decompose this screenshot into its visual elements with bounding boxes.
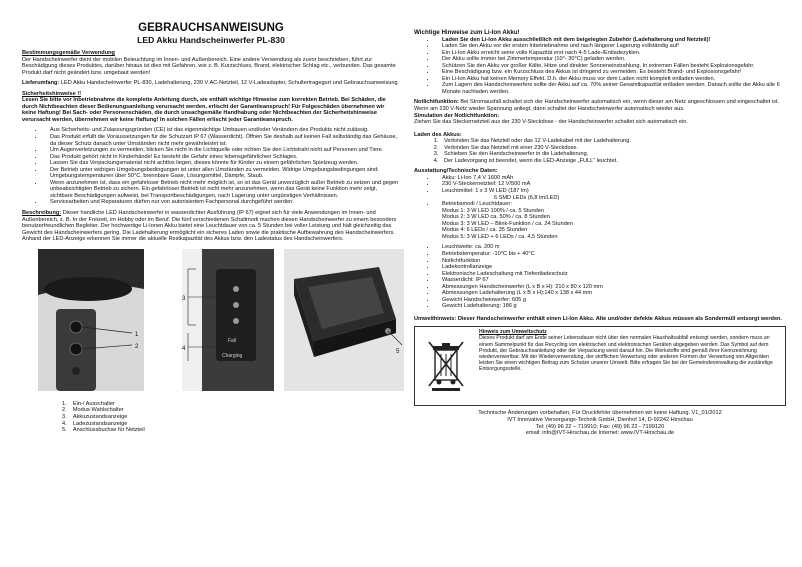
parts-legend (22, 401, 400, 434)
list-item: • Abmessungen Handscheinwerfer (L x B x H): 210 x 80 x 120 mm (436, 284, 786, 291)
footer-line: Technische Änderungen vorbehalten, Für Druckfehler übernehmen wir keine Haftung. V1_01/2012 (478, 410, 722, 417)
specs-list-b (414, 244, 786, 309)
left-column (22, 0, 400, 434)
list-item: • Gewicht Ladehalterung: 186 g (436, 303, 786, 310)
lamp-indicator-photo (182, 249, 274, 391)
list-item: • Betriebstemperatur: -10°C bis + 40°C (436, 251, 786, 258)
lamp-buttons-photo (38, 249, 144, 391)
list-item: • Aus Sicherheits- und Zulassungsgründen (CE) ist das eigenmächtige Umbauen und/oder Verändern des Produkts nicht zulässig. (44, 127, 400, 134)
scope-of-delivery (22, 80, 400, 87)
list-item: • Das Produkt gehört nicht in Kinderhände! Es besteht die Gefahr eines lebensgefährlichen Schlages. (44, 154, 400, 161)
list-item: • Um Augenverletzungen zu vermeiden, blicken Sie nicht in die Lichtquelle oder richten Sie den Lichtstrahl nicht auf Personen und Tiere. (44, 147, 400, 154)
list-item: • Notlichtfunktion (436, 258, 786, 265)
list-item: • Lassen Sie das Verpackungsmaterial nicht achtlos liegen, dieses könnte für Kinder zu einem gefährlichen Spielzeug werden. (44, 160, 400, 167)
list-item: • Das Produkt erfüllt die Voraussetzungen für die Schutzart IP 67 (Wasserdicht). Öffnen Sie deshalb auf keinen Fall selbständig das Gehäuse, da dieser Schutz danach unter Umständen nicht mehr gewährleistet ist. (44, 134, 400, 147)
scope-text: LED Akku Handscheinwerfer PL-830, Ladehalterung, 230 V AC-Netzteil, 12 V-Ladeadapter, Schultertragegurt und Gebrauchsanweisung (60, 80, 398, 87)
right-column (414, 0, 786, 437)
list-item: 2. Verbinden Sie das Netzteil mit einer 230 V-Steckdose. (440, 145, 786, 152)
footer (414, 410, 786, 436)
environment-note: Umwelthinweis: Dieser Handscheinwerfer enthält einen Li-Ion Akku. Alte und/oder defekte Akkus müssen als Sondermüll entsorgt werden. (414, 315, 783, 322)
legend-item: 1. Ein-/ Ausschalter (62, 400, 115, 407)
list-item: • Zum Lagern des Handscheinwerfers sollte der Akku auf ca. 70% seiner Gesamtkapazität entladen werden. Danach sollte der Akku alle 6 Monate nachladen werden. (436, 82, 786, 95)
legend-item: 5. Anschlussbuchse für Netzteil (62, 427, 145, 434)
callout-label: 3 (182, 295, 186, 302)
safety-warning: Lesen Sie bitte vor Inbetriebnahme die komplette Anleitung durch, sie enthält wichtige Hinweise zum korrekten Betrieb. Bei Schäden, die durch Nichtbeachten dieser Bedienungsanleitung verursacht werden, erlischt der Garantieanspruch! Für Folgeschäden übernehmen wir keine Haftung! Bei Sach- oder Personenschäden, die durch unsachgemäße Handhabung oder Nichtbeachten der Sicherheitshinweise verursacht werden, übernehmen wir keine Haftung! In solchen Fällen erlischt jeder Garantieanspruch. (22, 97, 386, 123)
specs-list-a (414, 175, 786, 240)
mode-line: Modus 3: 3 W LED – Blink-Funktion / ca. 24 Stunden (442, 220, 573, 227)
list-item: • Leuchtweite: ca. 200 m (436, 244, 786, 251)
list-item: • Der Betrieb unter widrigen Umgebungsbedingungen ist unter allen Umständen zu vermeiden. Widrige Umgebungsbedingungen sind: Umgebungstemperaturen über 50°C, brennbare Gase, Lösungsmittel, Dämpfe, Staub. (44, 167, 400, 180)
usage-heading: Bestimmungsgemäße Verwendung (22, 50, 115, 56)
list-item: • Ladekontrollanzeige (436, 264, 786, 271)
weee-symbol (426, 340, 466, 392)
environment-box-text: Dieses Produkt darf am Ende seiner Lebensdauer nicht über den normalen Haushaltsabfall entsorgt werden, sondern muss an einem Sammelpunkt für das Recycling von elektrischen und elektronischen Geräten abgegeben werden. Das Symbol auf dem Produkt, der Gebrauchsanleitung oder der Verpackung weist darauf hin. Die Werkstoffe sind gemäß ihrer Kennzeichnung wiederverwertbar. Mit der Wiederverwendung, der stofflichen Verwertung oder anderen Formen der Verwertung von Altgeräten leisten Sie einen wichtigen Beitrag zum Schutze unserer Umwelt. Bitte erfragen Sie bei der Gemeindeverwaltung die zuständige Entsorgungsstelle. (479, 335, 773, 372)
scope-label: Lieferumfang: (22, 80, 60, 87)
environment-box (414, 326, 786, 406)
document-title: GEBRAUCHSANWEISUNG (138, 22, 284, 34)
mode-line: Modus 4: 6 LEDs / ca. 35 Stunden (442, 227, 528, 234)
list-item: • Betriebsmodi / Leuchtdauer: Modus 1: 3 W LED 100% / ca. 5 Stunden Modus 2: 3 W LED ca. 50% / ca. 8 Stunden Modus 3: 3 W LED – Blink-Funktion / ca. 24 Stunden Modus 4: 6 LEDs / ca. 35 Stunden Modus 5: 3 W LED + 6 LEDs / ca. 4,5 Stunden (436, 201, 786, 240)
list-item: • Eine Beschädigung bzw. ein Kurzschluss des Akkus ist dringend zu vermeiden. Es besteht Brand- und Explosionsgefahr! (436, 69, 786, 76)
mode-line: Modus 2: 3 W LED ca. 50% / ca. 8 Stunden (442, 214, 550, 221)
charging-steps (414, 138, 786, 164)
footer-line: Tel: (49) 96 22 – 719910; Fax: (49) 96 22 - 7199120 (535, 423, 665, 430)
li-ion-list (414, 37, 786, 96)
crossed-bin-icon (417, 329, 475, 403)
list-item: • Schützen Sie den Akku vor großer Kälte, Hitze und direkter Sonneneinstrahlung. In extremen Fällen besteht Explosionsgefahr. (436, 63, 786, 70)
mode-line: Modus 5: 3 W LED + 6 LEDs / ca. 4,5 Stunden (442, 233, 558, 240)
usage-text: Der Handscheinwerfer dient der mobilen Beleuchtung im Innen- und Außenbereich. Eine andere Verwendung als zuvor beschrieben, führt zur Beschädigung dieses Produktes, darüber hinaus ist dies mit Gefahren, wie z. B. Kurzschluss, Brand, elektrischer Schlag etc., verbunden. Das gesamte Produkt darf nicht geändert bzw. umgebaut werden! (22, 56, 396, 76)
footer-line: email: info@IVT-Hirschau.de Internet: www.IVT-Hirschau.de (525, 430, 675, 437)
charging-heading: Laden des Akkus: (414, 131, 462, 138)
list-item: • Elektronische Ladeschaltung mit Tiefentladeschutz (436, 271, 786, 278)
safety-list (22, 127, 400, 206)
list-item: • Wasserdicht: IP 67 (436, 277, 786, 284)
emergency-label: Notlichtfunktion: (414, 99, 459, 106)
list-item: • Wenn anzunehmen ist, dass ein gefahrloser Betrieb nicht mehr möglich ist, so ist das Gerät unverzüglich außer Betrieb zu setzen und gegen unbeabsichtigten Betrieb zu sichern. Ein gefahrloser Betrieb ist nicht mehr anzunehmen, wenn das Gerät keine Funktion mehr zeigt, sichtbare Beschädigungen aufweist, bei Transportbeschädigungen, nach Lagerung unter ungünstigen Verhältnissen. (44, 180, 400, 200)
list-item: • Laden Sie den Li-Ion Akku ausschließlich mit dem beigelegten Zubehör (Ladehalterung und Netzteil)! (436, 37, 786, 44)
document-subtitle: LED Akku Handscheinwerfer PL-830 (137, 35, 285, 45)
callout-label: 5 (396, 348, 400, 355)
product-photos (22, 249, 400, 397)
list-item: • Ein Li-Ion Akku erreicht seine volle Kapazität erst nach 4-5 Lade-/Entladezyklen. (436, 50, 786, 57)
callout-label: 4 (182, 345, 186, 352)
fall-label: Fall (228, 337, 237, 344)
callout-label: 2 (135, 343, 139, 350)
list-item: • Ein Li-Ion Akku hat keinen Memory Effekt. D.h. der Akku muss vor dem Laden nicht komplett entladen werden. (436, 76, 786, 83)
charging-dock-photo (284, 249, 404, 391)
lamp-indicator-image (182, 249, 274, 391)
legend-item: 4. Ladezustandsanzeige (62, 420, 128, 427)
list-item: • Servicearbeiten und Reparaturen dürfen nur von autorisiertem Fachpersonal durchgeführt werden. (44, 199, 400, 206)
legend-item: 2. Modus-Wahlschalter (62, 407, 124, 414)
specs-heading: Ausstattung/Technische Daten: (414, 168, 498, 175)
callout-label: 1 (135, 331, 139, 338)
description-label: Beschreibung: (22, 210, 62, 217)
simulation-text: Ziehen Sie das Steckernetzteil aus der 230 V-Steckdose - der Handscheinwerfer schaltet sich automatisch ein. (414, 119, 688, 126)
lamp-buttons-image (38, 249, 144, 391)
list-item: • Laden Sie den Akku vor der ersten Inbetriebnahme und nach längerer Lagerung vollständig auf! (436, 43, 786, 50)
charging-dock-image (284, 249, 404, 391)
list-item: • Abmessungen Ladehalterung (L x B x H):140 x 138 x 44 mm (436, 290, 786, 297)
list-item: 1. Verbinden Sie das Netzteil oder das 12 V-Ladekabel mit der Ladehalterung. (440, 138, 786, 145)
emergency-light (414, 99, 786, 112)
emergency-text: Bei Stromausfall schaltet sich der Handscheinwerfer automatisch ein, wenn dieser am Netz angeschlossen und eingeschaltet ist. Wenn am 230 V-Netz wieder Spannung anliegt, dann schaltet der Handscheinwerfer automatisch wieder aus. (414, 99, 780, 113)
list-item: • Gewicht Handscheinwerfer: 605 g (436, 297, 786, 304)
environment-box-heading: Hinweis zum Umweltschutz (479, 329, 547, 336)
charging-label: Charging (222, 352, 243, 359)
legend-item: 3. Akkuzustandsanzeige (62, 413, 128, 420)
li-ion-heading: Wichtige Hinweise zum Li-Ion Akku! (414, 29, 520, 36)
description (22, 210, 400, 243)
mode-line: Modus 1: 3 W LED 100% / ca. 5 Stunden (442, 207, 544, 214)
simulation-heading: Simulation der Notlichtfunktion: (414, 112, 500, 119)
safety-heading: Sicherheitshinweise !! (22, 90, 82, 97)
footer-line: IVT Innovative Versorgungs-Technik GmbH, Dienhof 14, D-92242 Hirschau (507, 416, 693, 423)
list-item: 3. Schieben Sie den Handscheinwerfer in die Ladehalterung. (440, 151, 786, 158)
description-text: Dieser handliche LED Handscheinwerfer in wasserdichter Ausführung (IP 67) eignet sich für viele Anwendungen im Innen- und Außenbereich, z. B. In der Freizeit, im Hobby oder im Beruf. Die fünf verschiedenen Schaltmodi machen diesen Handscheinwerfer zu einem besonders benutzerfreundlichen Begleiter. Der hochwertige Li-Ionen Akku bietet eine Leuchtdauer von ca. 5 Stunden bei voller Leistung und hält gleichzeitig das Gewicht des Handscheinwerfers gering. Die Ladehalterung ermöglicht ein sicheres Laden sowie die praktische Aufbewahrung des Handscheinwerfers. Anhand der LED-Anzeige erkennen Sie immer die aktuelle Restkapazität des Akkus bzw. den Ladestatus des Handscheinwerfers. (22, 210, 397, 243)
environment-text-block (475, 329, 783, 403)
list-item: • Der Akku sollte immer bei Zimmertemperatur (10°- 30°C) geladen werden. (436, 56, 786, 63)
list-item: • Akku: Li-Ion 7,4 V 1600 mAh (436, 175, 786, 182)
list-item: • 230 V-Steckernetzteil: 12 V/500 mA (436, 181, 786, 188)
list-item: • Leuchtmittel: 1 x 3 W LED (187 lm) 6 SMD LEDs (6,8 lm/LED) (436, 188, 786, 201)
list-item: 4. Der Ladevorgang ist beendet, wenn die LED-Anzeige „FULL“ leuchtet. (440, 158, 786, 165)
